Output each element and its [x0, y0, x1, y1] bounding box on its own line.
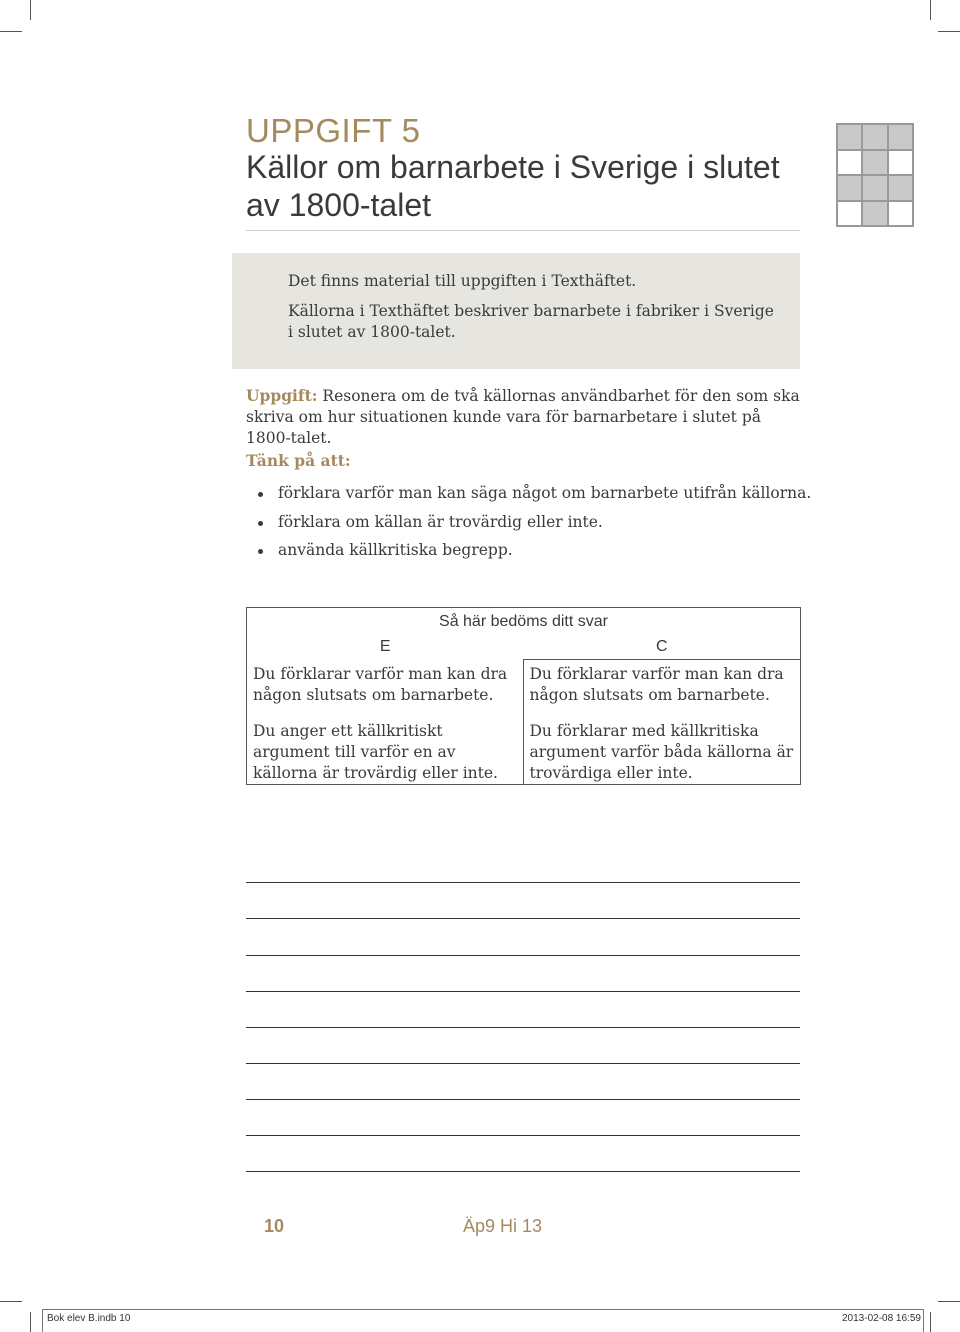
crop-mark: [938, 31, 960, 32]
answer-line[interactable]: [246, 991, 800, 992]
criterion: Du förklarar varför man kan dra någon slutsats om barnarbete.: [253, 665, 508, 704]
criterion: Du anger ett källkritiskt argument till varför en av källorna är trovärdig eller inte.: [253, 722, 498, 782]
answer-line[interactable]: [246, 1027, 800, 1028]
think-label: Tänk på att:: [246, 451, 351, 470]
crop-mark: [0, 31, 22, 32]
task-description: [246, 385, 806, 449]
crop-mark: [0, 1301, 22, 1302]
info-box: [232, 253, 800, 369]
course-code: Äp9 Hi 13: [463, 1216, 543, 1236]
list-item-text: förklara varför man kan säga något om barnarbete utifrån källorna.: [278, 484, 812, 502]
crop-mark: [30, 1312, 31, 1332]
bullet-icon: [258, 492, 263, 497]
rubric-column-c: [524, 635, 801, 784]
list-item: [258, 484, 811, 513]
grid-icon: [836, 123, 914, 227]
think-list: [258, 484, 811, 570]
crop-mark: [30, 0, 31, 20]
page-title: Källor om barnarbete i Sverige i slutet av 1800-talet: [246, 149, 780, 223]
page-number: 10: [264, 1216, 285, 1236]
grade-label-e: E: [247, 635, 524, 659]
rubric-divider: [524, 659, 801, 660]
list-item-text: använda källkritiska begrepp.: [278, 541, 513, 559]
answer-line[interactable]: [246, 882, 800, 883]
assessment-rubric: [246, 607, 801, 785]
answer-line[interactable]: [246, 918, 800, 919]
crop-mark: [930, 1312, 931, 1332]
info-text: Källorna i Texthäftet beskriver barnarbete i fabriker i Sverige i slutet av 1800-talet.: [288, 302, 774, 341]
list-item: [258, 541, 811, 570]
task-text: Resonera om de två källornas användbarhet för den som ska skriva om hur situationen kunde vara för barnarbetare i slutet på 1800-talet.: [246, 387, 800, 447]
answer-line[interactable]: [246, 1063, 800, 1064]
bullet-icon: [258, 549, 263, 554]
rubric-title: Så här bedöms ditt svar: [439, 613, 608, 630]
crop-mark: [930, 0, 931, 20]
answer-line[interactable]: [246, 1099, 800, 1100]
slug-filename: Bok elev B.indb 10: [47, 1313, 131, 1324]
grade-label-c: C: [524, 635, 801, 659]
list-item: [258, 513, 811, 542]
answer-line[interactable]: [246, 1171, 800, 1172]
slug-timestamp: 2013-02-08 16:59: [842, 1313, 921, 1324]
criterion: Du förklarar varför man kan dra någon slutsats om barnarbete.: [529, 665, 784, 704]
answer-line[interactable]: [246, 955, 800, 956]
info-text: Det finns material till uppgiften i Texthäftet.: [288, 272, 637, 290]
think-heading: [246, 451, 351, 470]
list-item-text: förklara om källan är trovärdig eller inte.: [278, 512, 603, 531]
rubric-column-e: [247, 635, 524, 784]
task-heading: Uppgift:: [246, 386, 318, 405]
answer-line[interactable]: [246, 1135, 800, 1136]
bullet-icon: [258, 521, 263, 526]
crop-mark: [938, 1301, 960, 1302]
criterion: Du förklarar med källkritiska argument varför båda källorna är trovärdiga eller inte.: [529, 722, 794, 782]
header-divider: [246, 230, 800, 231]
print-slug: [42, 1309, 924, 1332]
task-label: UPPGIFT 5: [246, 112, 421, 149]
